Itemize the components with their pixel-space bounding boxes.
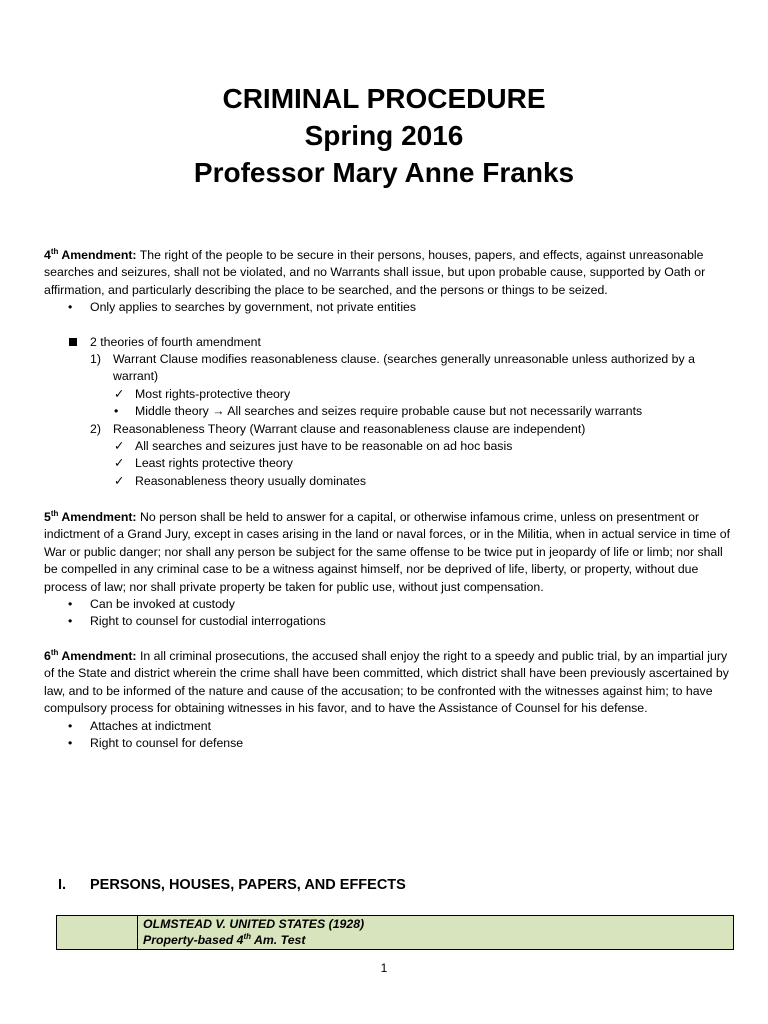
title-professor: Professor Mary Anne Franks xyxy=(193,157,575,188)
title-course: CRIMINAL PROCEDURE xyxy=(222,83,546,114)
case-table xyxy=(56,915,734,950)
list-item: • Only applies to searches by government, not private entities xyxy=(44,299,734,316)
amendment-5-text: 5th Amendment: No person shall be held to answer for a capital, or otherwise infamous crime, unless on presentment or indictment of a Grand Jury, except in cases arising in the land or naval forces, or in the Militia, when in actual service in time of War or public danger; nor shall any person be subject for the same offense to be twice put in jeopardy of life or limb; nor shall be compelled in any criminal case to be a witness against himself, nor be deprived of life, liberty, or property, without due process of law; nor shall private property be taken for public use, without just compensation. xyxy=(44,508,730,594)
amendment-4-block xyxy=(44,247,734,490)
section-title: PERSONS, HOUSES, PAPERS, AND EFFECTS xyxy=(90,877,406,893)
theories-heading: 2 theories of fourth amendment xyxy=(44,334,734,351)
amendment-4-bullets xyxy=(44,299,734,316)
amendment-5-block xyxy=(44,509,734,631)
checkmark-icon: ✓ xyxy=(114,473,125,488)
bullet-dot-icon: • xyxy=(68,300,73,315)
amendment-5-bullets xyxy=(44,596,734,631)
bullet-dot-icon: • xyxy=(68,597,73,612)
page-number: 1 xyxy=(380,961,388,975)
bullet-dot-icon: • xyxy=(114,404,119,419)
checkmark-icon: ✓ xyxy=(114,386,125,401)
bullet-dot-icon: • xyxy=(68,718,73,733)
document-title xyxy=(0,80,768,191)
square-bullet-icon xyxy=(69,338,77,346)
theory-2-point-2: ✓ Least rights protective theory xyxy=(44,455,734,472)
checkmark-icon: ✓ xyxy=(114,456,125,471)
list-item: • Right to counsel for defense xyxy=(44,735,734,752)
case-name: OLMSTEAD V. UNITED STATES (1928) xyxy=(143,917,365,931)
bullet-dot-icon: • xyxy=(68,736,73,751)
theory-2-point-1: ✓ All searches and seizures just have to be reasonable on ad hoc basis xyxy=(44,438,734,455)
amendment-6-bullets xyxy=(44,718,734,753)
list-item: • Can be invoked at custody xyxy=(44,596,734,613)
case-table-left-cell xyxy=(57,916,138,949)
theory-1-point-1: ✓ Most rights-protective theory xyxy=(44,386,734,403)
amendment-6-block xyxy=(44,648,734,752)
checkmark-icon: ✓ xyxy=(114,439,125,454)
theory-1: 1) Warrant Clause modifies reasonableness clause. (searches generally unreasonable unless authorized by a warrant) xyxy=(90,352,695,384)
theory-2-point-3: ✓ Reasonableness theory usually dominates xyxy=(44,473,734,490)
theory-2: 2) Reasonableness Theory (Warrant clause and reasonableness clause are independent) xyxy=(90,421,586,436)
section-heading xyxy=(58,877,406,893)
amendment-4-text: 4th Amendment: The right of the people to be secure in their persons, houses, papers, and effects, against unreasonable searches and seizures, shall not be violated, and no Warrants shall issue, but upon probable cause, supported by Oath or affirmation, and particularly describing the place to be searched, and the persons or things to be seized. xyxy=(44,246,706,297)
list-item: • Right to counsel for custodial interrogations xyxy=(44,613,734,630)
amendment-6-text: 6th Amendment: In all criminal prosecutions, the accused shall enjoy the right to a speedy and public trial, by an impartial jury of the State and district wherein the crime shall have been committed, which district shall have been previously ascertained by law, and to be informed of the nature and cause of the accusation; to be confronted with the witnesses against him; to have compulsory process for obtaining witnesses in his favor, and to have the Assistance of Counsel for his defense. xyxy=(44,647,729,716)
bullet-dot-icon: • xyxy=(68,614,73,629)
theory-1-point-2: • Middle theory → All searches and seizes require probable cause but not necessarily warrants xyxy=(44,403,734,420)
case-table-right-cell xyxy=(143,917,364,948)
list-item: • Attaches at indictment xyxy=(44,718,734,735)
case-test: Property-based 4th Am. Test xyxy=(143,931,306,947)
title-term: Spring 2016 xyxy=(304,120,464,151)
section-number: I. xyxy=(58,877,67,893)
